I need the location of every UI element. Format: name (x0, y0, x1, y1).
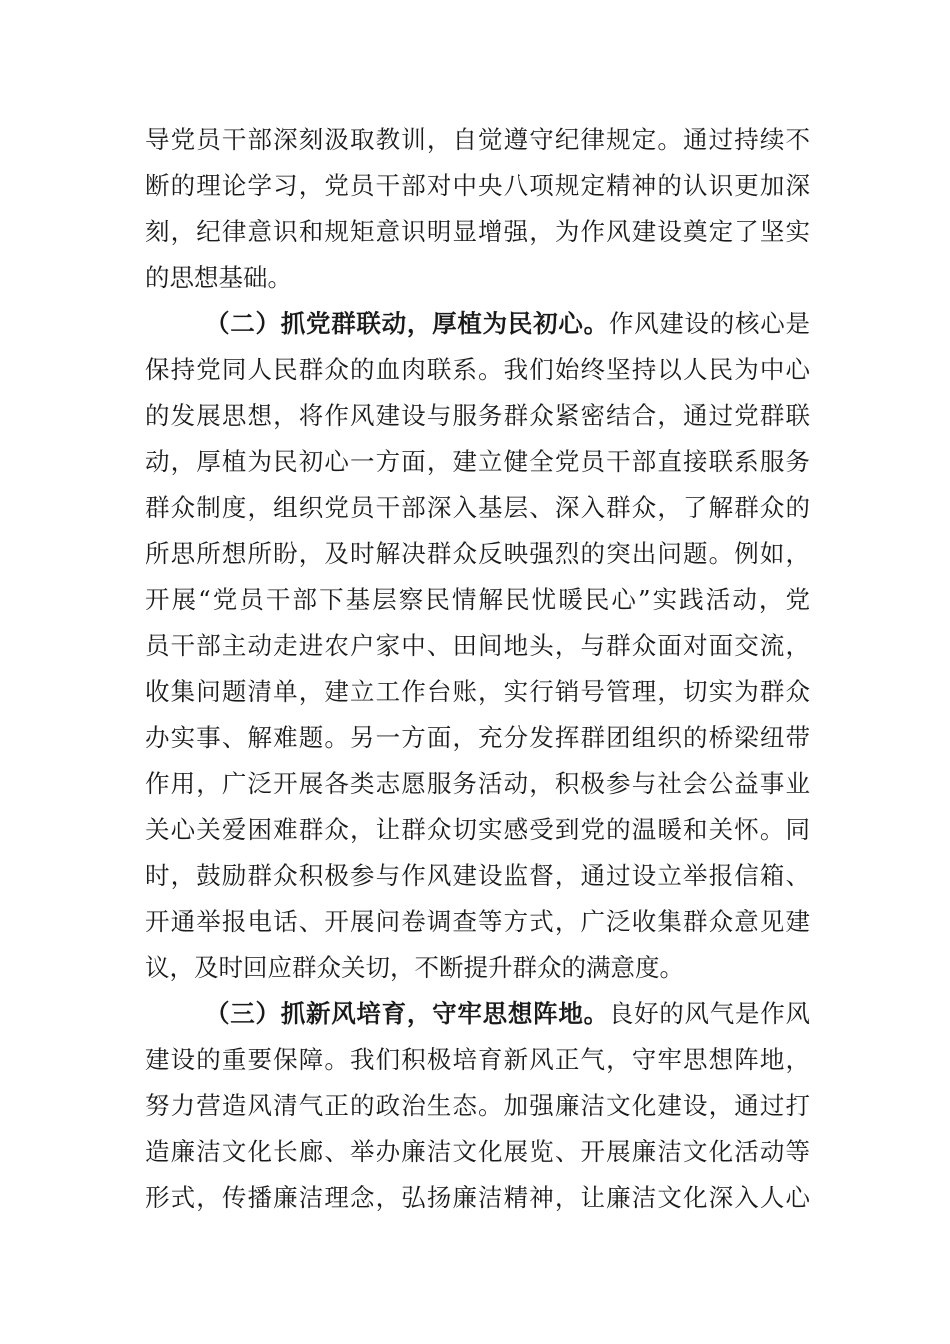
paragraph-3-first-line-rest: 良好的风气是作风 (608, 999, 810, 1028)
paragraph-2-line: 群众制度，组织党员干部深入基层、深入群众，了解群众的 (145, 493, 810, 522)
section-heading-3: （三）抓新风培育，守牢思想阵地。 (205, 999, 609, 1028)
paragraph-2-first-line-rest: 作风建设的核心是 (608, 309, 810, 338)
paragraph-3-line: 建设的重要保障。我们积极培育新风正气，守牢思想阵地， (145, 1045, 810, 1074)
paragraph-3-line: 造廉洁文化长廊、举办廉洁文化展览、开展廉洁文化活动等 (145, 1137, 810, 1166)
paragraph-2-first-line (145, 301, 810, 347)
paragraph-3-first-line (145, 991, 810, 1037)
paragraph-3-line: 努力营造风清气正的政治生态。加强廉洁文化建设，通过打 (145, 1091, 810, 1120)
paragraph-2-line: 所思所想所盼，及时解决群众反映强烈的突出问题。例如， (145, 539, 810, 568)
paragraph-2-line: 的发展思想，将作风建设与服务群众紧密结合，通过党群联 (145, 401, 810, 430)
paragraph-2-line: 员干部主动走进农户家中、田间地头，与群众面对面交流， (145, 631, 810, 660)
section-heading-2: （二）抓党群联动，厚植为民初心。 (205, 309, 609, 338)
paragraph-2-line: 动，厚植为民初心一方面，建立健全党员干部直接联系服务 (145, 447, 810, 476)
paragraph-2-line: 时，鼓励群众积极参与作风建设监督，通过设立举报信箱、 (145, 861, 810, 890)
paragraph-1-line-2: 断的理论学习，党员干部对中央八项规定精神的认识更加深 (145, 171, 810, 200)
paragraph-2-line: 关心关爱困难群众，让群众切实感受到党的温暖和关怀。同 (145, 815, 810, 844)
paragraph-2-line: 保持党同人民群众的血肉联系。我们始终坚持以人民为中心 (145, 355, 810, 384)
paragraph-3-line: 形式，传播廉洁理念，弘扬廉洁精神，让廉洁文化深入人心 (145, 1183, 810, 1212)
paragraph-1-line-4: 的思想基础。 (145, 263, 292, 292)
paragraph-1-line-3: 刻，纪律意识和规矩意识明显增强，为作风建设奠定了坚实 (145, 217, 810, 246)
paragraph-2-line: 开展“党员干部下基层察民情解民忧暖民心”实践活动，党 (145, 585, 810, 614)
paragraph-1-line-1: 导党员干部深刻汲取教训，自觉遵守纪律规定。通过持续不 (145, 125, 810, 154)
paragraph-2-line: 办实事、解难题。另一方面，充分发挥群团组织的桥梁纽带 (145, 723, 810, 752)
paragraph-2-line: 收集问题清单，建立工作台账，实行销号管理，切实为群众 (145, 677, 810, 706)
paragraph-2-line: 议，及时回应群众关切，不断提升群众的满意度。 (145, 953, 684, 982)
paragraph-2-line: 开通举报电话、开展问卷调查等方式，广泛收集群众意见建 (145, 907, 810, 936)
paragraph-2-line: 作用，广泛开展各类志愿服务活动，积极参与社会公益事业 (145, 769, 810, 798)
body-text (145, 117, 810, 1221)
